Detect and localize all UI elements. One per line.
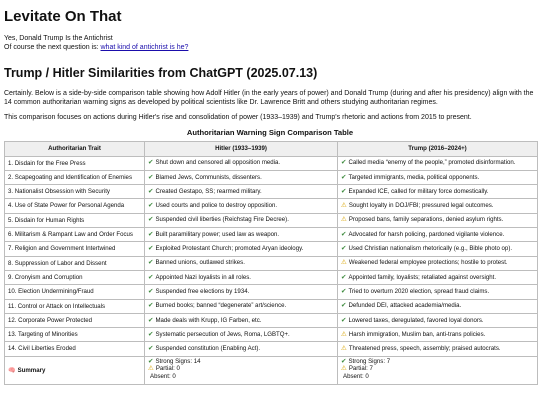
table-row: [5, 299, 538, 313]
hitler-cell: [145, 328, 338, 342]
hitler-cell: [145, 213, 338, 227]
table-row: [5, 170, 538, 184]
trait-cell: 7. Religion and Government Intertwined: [5, 242, 145, 256]
table-header-row: [5, 141, 538, 156]
hitler-text: Shut down and censored all opposition media.: [155, 159, 281, 167]
hitler-cell: [145, 242, 338, 256]
warning-icon: ⚠: [341, 202, 347, 210]
trump-text: Threatened press, speech, assembly; praised autocrats.: [348, 345, 501, 353]
warning-icon: ⚠: [148, 365, 154, 373]
table-row: [5, 328, 538, 342]
trump-cell: [338, 328, 538, 342]
summary-trump-absent: [341, 373, 534, 380]
trump-text: Defunded DEI, attacked academia/media.: [348, 302, 462, 310]
warning-icon: ⚠: [341, 365, 347, 373]
trump-text: Sought loyalty in DOJ/FBI; pressured legal outcomes.: [348, 202, 494, 210]
trait-cell: 3. Nationalist Obsession with Security: [5, 185, 145, 199]
trait-cell: 10. Election Undermining/Fraud: [5, 285, 145, 299]
summary-hitler-partial: [148, 365, 334, 372]
check-icon: ✔: [341, 187, 347, 195]
table-row: [5, 313, 538, 327]
brain-icon: 🧠: [8, 367, 16, 375]
header-trump: Trump (2016–2024+): [338, 141, 538, 156]
summary-label-cell: [5, 356, 145, 384]
trump-cell: [338, 299, 538, 313]
tagline-prefix: Of course the next question is:: [4, 44, 101, 52]
trump-cell: [338, 270, 538, 284]
table-row: [5, 185, 538, 199]
hitler-cell: [145, 228, 338, 242]
check-icon: ✔: [341, 316, 347, 324]
check-icon: ✔: [341, 357, 347, 365]
hitler-cell: [145, 313, 338, 327]
check-icon: ✔: [148, 187, 154, 195]
hitler-cell: [145, 185, 338, 199]
check-icon: ✔: [341, 273, 347, 281]
tagline-line: Yes, Donald Trump Is the Antichrist: [4, 35, 113, 42]
hitler-text: Banned unions, outlawed strikes.: [155, 259, 245, 267]
post-intro: Certainly. Below is a side-by-side comparison table showing how Adolf Hitler (in the early years of power) and Donald Trump (during and after his presidency) align with the 14 common authoritarian warning signs as developed by political scientists like Dr. Lawrence Britt and others studying authoritarian regimes.: [4, 90, 534, 106]
check-icon: ✔: [148, 216, 154, 224]
hitler-text: Suspended civil liberties (Reichstag Fire Decree).: [155, 216, 289, 224]
trump-text: Targeted immigrants, media, political opponents.: [348, 173, 480, 181]
hitler-text: Systematic persecution of Jews, Roma, LGBTQ+.: [155, 330, 290, 338]
table-row: [5, 342, 538, 356]
trait-cell: 5. Disdain for Human Rights: [5, 213, 145, 227]
summary-value: Absent: 0: [150, 372, 176, 380]
hitler-text: Built paramilitary power; used law as weapon.: [155, 230, 280, 238]
trump-text: Weakened federal employee protections; hostile to protest.: [348, 259, 508, 267]
trump-cell: [338, 313, 538, 327]
check-icon: ✔: [148, 302, 154, 310]
check-icon: ✔: [341, 173, 347, 181]
hitler-cell: [145, 299, 338, 313]
summary-row: [5, 356, 538, 384]
header-hitler: Hitler (1933–1939): [145, 141, 338, 156]
trait-cell: 11. Control or Attack on Intellectuals: [5, 299, 145, 313]
hitler-text: Used courts and police to destroy opposition.: [155, 202, 278, 210]
table-row: [5, 285, 538, 299]
table-row: [5, 242, 538, 256]
trait-cell: 1. Disdain for the Free Press: [5, 156, 145, 170]
hitler-text: Made deals with Krupp, IG Farben, etc.: [155, 316, 262, 324]
trump-cell: [338, 170, 538, 184]
hitler-cell: [145, 156, 338, 170]
check-icon: ✔: [148, 273, 154, 281]
table-caption: Authoritarian Warning Sign Comparison Table: [186, 128, 354, 138]
trump-cell: [338, 228, 538, 242]
summary-trump-strong: [341, 358, 534, 365]
summary-hitler-absent: [148, 373, 334, 380]
check-icon: ✔: [341, 245, 347, 253]
trump-cell: [338, 242, 538, 256]
trait-cell: 9. Cronyism and Corruption: [5, 270, 145, 284]
table-row: [5, 213, 538, 227]
trait-cell: 6. Militarism & Rampant Law and Order Focus: [5, 228, 145, 242]
table-row: [5, 270, 538, 284]
tagline-question: [4, 43, 536, 52]
hitler-text: Burned books; banned “degenerate” art/science.: [155, 302, 287, 310]
trait-cell: 13. Targeting of Minorities: [5, 328, 145, 342]
summary-value: Partial: 0: [155, 365, 180, 373]
site-title[interactable]: Levitate On That: [4, 8, 122, 25]
table-row: [5, 156, 538, 170]
summary-value: Strong Signs: 14: [155, 357, 201, 365]
trait-cell: 12. Corporate Power Protected: [5, 313, 145, 327]
summary-hitler-strong: [148, 358, 334, 365]
site-tagline: [4, 34, 536, 52]
post-focus: This comparison focuses on actions during Hitler's rise and consolidation of power (1933–1939) and Trump's rhetoric and actions from 2015 to present.: [4, 113, 472, 121]
table-row: [5, 228, 538, 242]
check-icon: ✔: [148, 316, 154, 324]
check-icon: ✔: [341, 302, 347, 310]
check-icon: ✔: [341, 287, 347, 295]
table-body: [5, 156, 538, 384]
trump-cell: [338, 199, 538, 213]
summary-hitler: [145, 356, 338, 384]
check-icon: ✔: [341, 230, 347, 238]
check-icon: ✔: [341, 159, 347, 167]
summary-value: Strong Signs: 7: [348, 357, 391, 365]
warning-icon: ⚠: [341, 259, 347, 267]
trait-cell: 8. Suppression of Labor and Dissent: [5, 256, 145, 270]
hitler-text: Appointed Nazi loyalists in all roles.: [155, 273, 251, 281]
trait-cell: 4. Use of State Power for Personal Agenda: [5, 199, 145, 213]
check-icon: ✔: [148, 357, 154, 365]
warning-icon: ⚠: [341, 216, 347, 224]
hitler-text: Suspended constitution (Enabling Act).: [155, 345, 261, 353]
hitler-cell: [145, 285, 338, 299]
check-icon: ✔: [148, 230, 154, 238]
table-row: [5, 256, 538, 270]
check-icon: ✔: [148, 345, 154, 353]
summary-value: Partial: 7: [348, 365, 373, 373]
check-icon: ✔: [148, 259, 154, 267]
check-icon: ✔: [148, 202, 154, 210]
trump-text: Tried to overturn 2020 election, spread fraud claims.: [348, 287, 490, 295]
warning-icon: ⚠: [341, 345, 347, 353]
trump-text: Harsh immigration, Muslim ban, anti-trans policies.: [348, 330, 486, 338]
hitler-cell: [145, 342, 338, 356]
trump-text: Appointed family, loyalists; retaliated against oversight.: [348, 273, 497, 281]
hitler-text: Suspended free elections by 1934.: [155, 287, 250, 295]
summary-value: Absent: 0: [343, 372, 369, 380]
trump-cell: [338, 342, 538, 356]
hitler-text: Exploited Protestant Church; promoted Aryan ideology.: [155, 245, 304, 253]
check-icon: ✔: [148, 245, 154, 253]
summary-trump-partial: [341, 365, 534, 372]
trait-cell: 14. Civil Liberties Eroded: [5, 342, 145, 356]
trump-cell: [338, 256, 538, 270]
post-title[interactable]: Trump / Hitler Similarities from ChatGPT (2025.07.13): [4, 66, 318, 81]
trump-cell: [338, 285, 538, 299]
check-icon: ✔: [148, 173, 154, 181]
trump-text: Expanded ICE, called for military force domestically.: [348, 187, 489, 195]
header-trait: Authoritarian Trait: [5, 141, 145, 156]
table-row: [5, 199, 538, 213]
summary-label: Summary: [17, 367, 46, 375]
antichrist-link[interactable]: what kind of antichrist is he?: [100, 44, 189, 52]
hitler-text: Blamed Jews, Communists, dissenters.: [155, 173, 262, 181]
trump-cell: [338, 185, 538, 199]
hitler-cell: [145, 170, 338, 184]
check-icon: ✔: [148, 159, 154, 167]
hitler-cell: [145, 270, 338, 284]
hitler-cell: [145, 199, 338, 213]
warning-icon: ⚠: [341, 330, 347, 338]
trump-text: Advocated for harsh policing, pardoned vigilante violence.: [348, 230, 505, 238]
check-icon: ✔: [148, 330, 154, 338]
hitler-cell: [145, 256, 338, 270]
trump-cell: [338, 213, 538, 227]
trump-text: Lowered taxes, deregulated, favored loyal donors.: [348, 316, 484, 324]
check-icon: ✔: [148, 287, 154, 295]
summary-trump: [338, 356, 538, 384]
trump-text: Called media “enemy of the people,” promoted disinformation.: [348, 159, 516, 167]
hitler-text: Created Gestapo, SS; rearmed military.: [155, 187, 262, 195]
trump-text: Proposed bans, family separations, denied asylum rights.: [348, 216, 504, 224]
comparison-table: [4, 141, 538, 385]
trump-text: Used Christian nationalism rhetorically (e.g., Bible photo op).: [348, 245, 513, 253]
trump-cell: [338, 156, 538, 170]
trait-cell: 2. Scapegoating and Identification of Enemies: [5, 170, 145, 184]
